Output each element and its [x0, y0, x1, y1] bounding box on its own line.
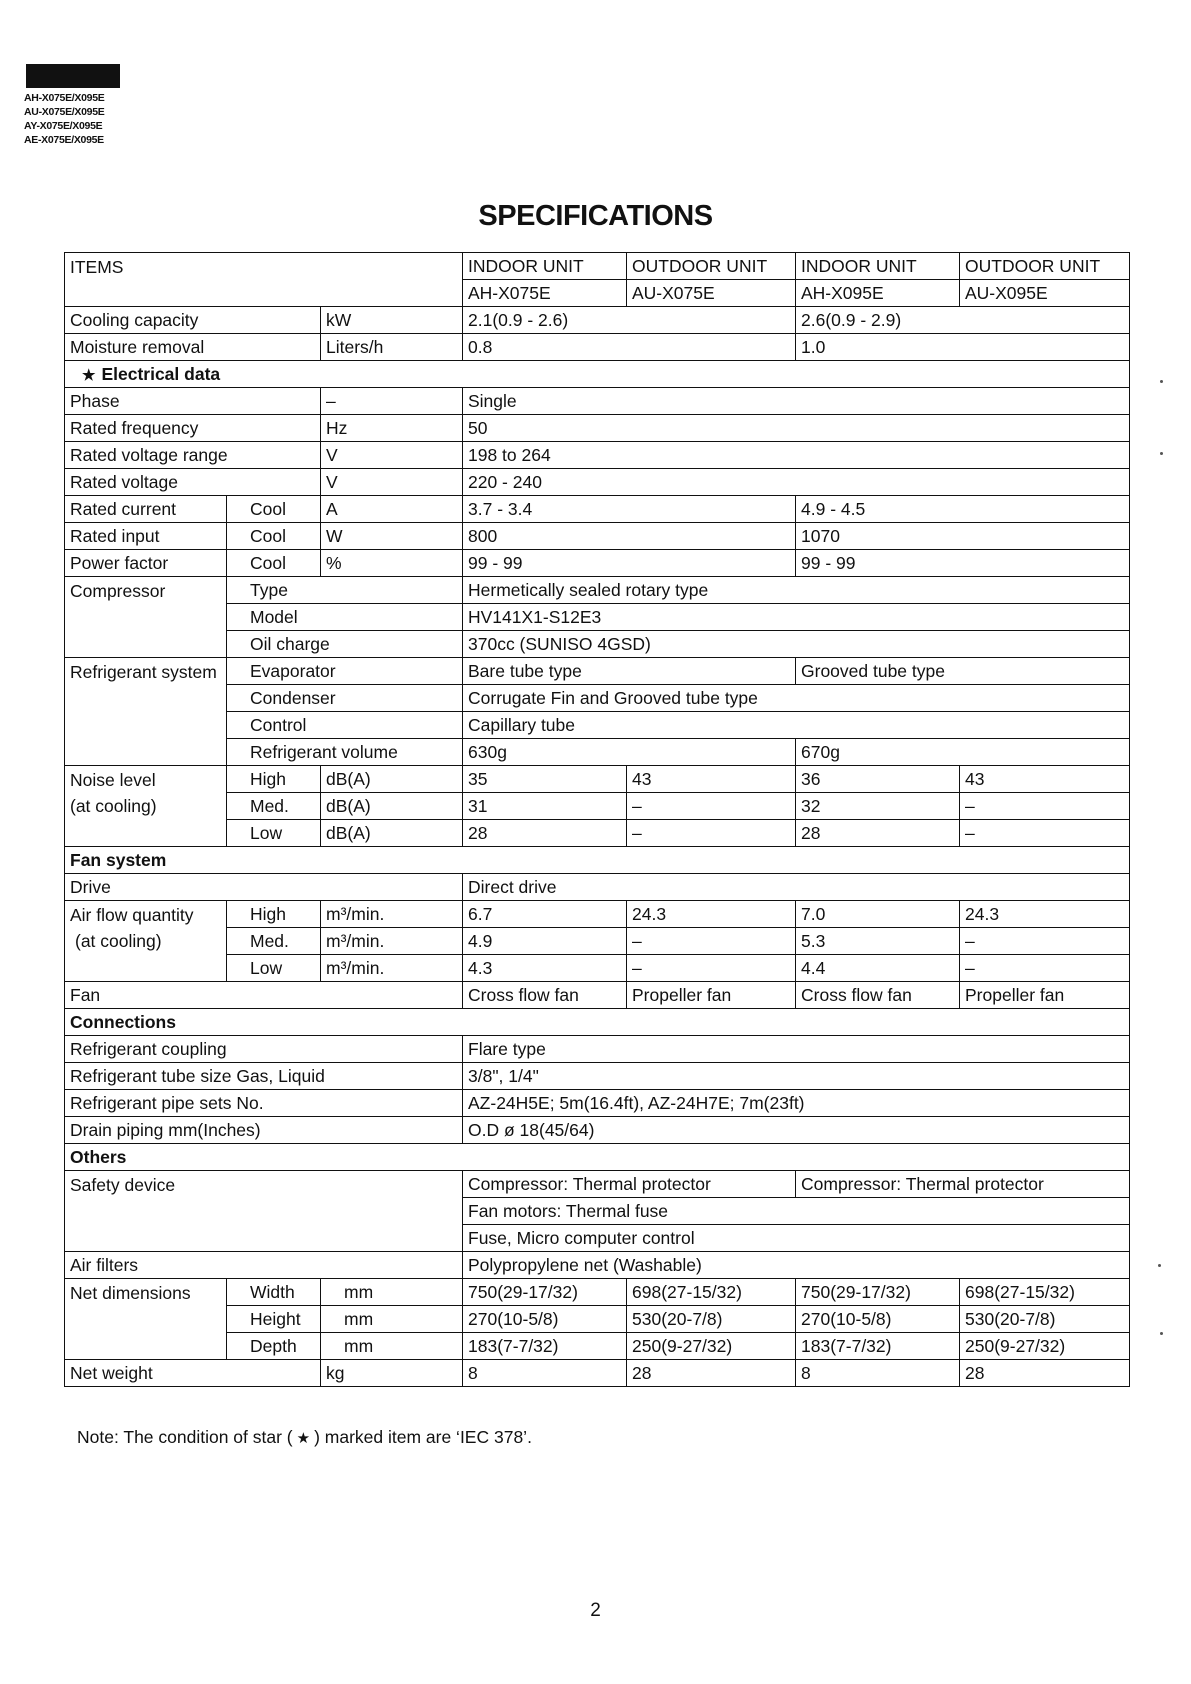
row-level: High [227, 901, 321, 928]
table-row [65, 550, 1130, 577]
cell-value: 24.3 [627, 901, 796, 928]
column-model: AU-X095E [960, 280, 1130, 307]
table-row [65, 1252, 1130, 1279]
cell-value: 32 [796, 793, 960, 820]
row-dim: Width [227, 1279, 321, 1306]
cell-value: 198 to 264 [463, 442, 1130, 469]
row-unit: V [321, 442, 463, 469]
row-unit: A [321, 496, 463, 523]
table-row [65, 1036, 1130, 1063]
column-unit: INDOOR UNIT [463, 253, 627, 280]
cell-value: 530(20-7/8) [627, 1306, 796, 1333]
column-unit: INDOOR UNIT [796, 253, 960, 280]
cell-value: 28 [796, 820, 960, 847]
cell-value: Hermetically sealed rotary type [463, 577, 1130, 604]
cell-value: 99 - 99 [463, 550, 796, 577]
cell-value: 4.3 [463, 955, 627, 982]
row-label: Drain piping mm(Inches) [65, 1117, 463, 1144]
cell-value: HV141X1-S12E3 [463, 604, 1130, 631]
section-row [65, 1144, 1130, 1171]
section-electrical [65, 361, 1130, 388]
note-prefix: Note: The condition of star ( [77, 1427, 293, 1447]
cell-value: 28 [627, 1360, 796, 1387]
cell-value: – [627, 820, 796, 847]
row-label: Refrigerant coupling [65, 1036, 463, 1063]
cell-value: 4.9 [463, 928, 627, 955]
row-label: Net dimensions [65, 1279, 227, 1360]
cell-value: 3/8", 1/4" [463, 1063, 1130, 1090]
row-unit: mm [321, 1279, 463, 1306]
cell-value: 36 [796, 766, 960, 793]
footnote [77, 1427, 532, 1448]
table-row [65, 334, 1130, 361]
cell-value: 28 [960, 1360, 1130, 1387]
cell-value: 1070 [796, 523, 1130, 550]
table-row [65, 901, 1130, 928]
row-sublabel: Model [227, 604, 463, 631]
cell-value: Cross flow fan [463, 982, 627, 1009]
row-unit: W [321, 523, 463, 550]
header-black-bar [26, 64, 120, 88]
cell-value: Fuse, Micro computer control [463, 1225, 1130, 1252]
column-model: AU-X075E [627, 280, 796, 307]
cell-value: 183(7-7/32) [463, 1333, 627, 1360]
model-list [24, 91, 104, 147]
row-unit: Hz [321, 415, 463, 442]
cell-value: 670g [796, 739, 1130, 766]
model-line: AY-X075E/X095E [24, 120, 103, 132]
row-unit: – [321, 388, 463, 415]
row-sublabel: Oil charge [227, 631, 463, 658]
row-label [65, 901, 227, 982]
row-sublabel: Condenser [227, 685, 463, 712]
cell-value: – [960, 955, 1130, 982]
cell-value: Grooved tube type [796, 658, 1130, 685]
cell-value: Direct drive [463, 874, 1130, 901]
row-unit: mm [321, 1306, 463, 1333]
cell-value: 43 [627, 766, 796, 793]
label-line: Noise level [70, 770, 156, 790]
table-row [65, 523, 1130, 550]
row-level: High [227, 766, 321, 793]
table-row [65, 415, 1130, 442]
row-label: Compressor [65, 577, 227, 658]
row-mode: Cool [227, 523, 321, 550]
cell-value: AZ-24H5E; 5m(16.4ft), AZ-24H7E; 7m(23ft) [463, 1090, 1130, 1117]
cell-value: Single [463, 388, 1130, 415]
cell-value: 7.0 [796, 901, 960, 928]
column-model: AH-X075E [463, 280, 627, 307]
row-unit: m³/min. [321, 928, 463, 955]
row-label: Phase [65, 388, 321, 415]
section-title: Electrical data [101, 363, 221, 384]
table-row [65, 982, 1130, 1009]
cell-value: 4.4 [796, 955, 960, 982]
table-row [65, 577, 1130, 604]
row-label: Rated input [65, 523, 227, 550]
row-level: Med. [227, 928, 321, 955]
cell-value: 24.3 [960, 901, 1130, 928]
row-label: Refrigerant pipe sets No. [65, 1090, 463, 1117]
note-suffix: ) marked item are ‘IEC 378’. [314, 1427, 532, 1447]
table-row [65, 1063, 1130, 1090]
section-fan-system: Fan system [65, 847, 1130, 874]
cell-value: 250(9-27/32) [627, 1333, 796, 1360]
section-others: Others [65, 1144, 1130, 1171]
row-unit: kg [321, 1360, 463, 1387]
row-dim: Depth [227, 1333, 321, 1360]
row-mode: Cool [227, 550, 321, 577]
table-row [65, 1090, 1130, 1117]
model-line: AE-X075E/X095E [24, 134, 104, 146]
table-row [65, 496, 1130, 523]
row-label: Cooling capacity [65, 307, 321, 334]
row-label: Rated voltage [65, 469, 321, 496]
cell-value: – [960, 928, 1130, 955]
page-number: 2 [590, 1600, 601, 1621]
row-label: Rated current [65, 496, 227, 523]
row-unit: kW [321, 307, 463, 334]
items-header: ITEMS [65, 253, 463, 307]
model-line: AU-X075E/X095E [24, 106, 105, 118]
row-level: Med. [227, 793, 321, 820]
cell-value: 183(7-7/32) [796, 1333, 960, 1360]
row-label: Rated frequency [65, 415, 321, 442]
table-row [65, 1360, 1130, 1387]
cell-value: Propeller fan [960, 982, 1130, 1009]
table-row [65, 1171, 1130, 1198]
model-line: AH-X075E/X095E [24, 92, 105, 104]
row-unit: m³/min. [321, 955, 463, 982]
table-row [65, 874, 1130, 901]
table-row [65, 1279, 1130, 1306]
table-row [65, 307, 1130, 334]
label-line: Air flow quantity [70, 905, 194, 925]
row-unit: m³/min. [321, 901, 463, 928]
row-unit: dB(A) [321, 793, 463, 820]
cell-value: Compressor: Thermal protector [796, 1171, 1130, 1198]
cell-value: Capillary tube [463, 712, 1130, 739]
row-sublabel: Refrigerant volume [227, 739, 463, 766]
cell-value: 250(9-27/32) [960, 1333, 1130, 1360]
row-label: Fan [65, 982, 463, 1009]
row-sublabel: Type [227, 577, 463, 604]
section-row [65, 847, 1130, 874]
cell-value: Propeller fan [627, 982, 796, 1009]
table-row [65, 253, 1130, 280]
column-model: AH-X095E [796, 280, 960, 307]
cell-value: 4.9 - 4.5 [796, 496, 1130, 523]
table-row [65, 658, 1130, 685]
table-row [65, 442, 1130, 469]
row-label: Drive [65, 874, 463, 901]
row-label: Refrigerant tube size Gas, Liquid [65, 1063, 463, 1090]
cell-value: 698(27-15/32) [960, 1279, 1130, 1306]
row-unit: dB(A) [321, 766, 463, 793]
cell-value: 530(20-7/8) [960, 1306, 1130, 1333]
row-level: Low [227, 955, 321, 982]
row-unit: dB(A) [321, 820, 463, 847]
cell-value: Cross flow fan [796, 982, 960, 1009]
cell-value: 2.1(0.9 - 2.6) [463, 307, 796, 334]
cell-value: 28 [463, 820, 627, 847]
row-sublabel: Control [227, 712, 463, 739]
column-unit: OUTDOOR UNIT [960, 253, 1130, 280]
scan-speck [1160, 1332, 1163, 1335]
section-row [65, 1009, 1130, 1036]
cell-value: O.D ø 18(45/64) [463, 1117, 1130, 1144]
row-label: Moisture removal [65, 334, 321, 361]
cell-value: 0.8 [463, 334, 796, 361]
scan-speck [1160, 452, 1163, 455]
scan-speck [1160, 380, 1163, 383]
row-label: Net weight [65, 1360, 321, 1387]
cell-value: Corrugate Fin and Grooved tube type [463, 685, 1130, 712]
row-unit: V [321, 469, 463, 496]
cell-value: 8 [796, 1360, 960, 1387]
star-icon: ★ [82, 366, 96, 384]
cell-value: – [627, 928, 796, 955]
cell-value: 5.3 [796, 928, 960, 955]
cell-value: 8 [463, 1360, 627, 1387]
cell-value: Fan motors: Thermal fuse [463, 1198, 1130, 1225]
cell-value: 270(10-5/8) [796, 1306, 960, 1333]
row-dim: Height [227, 1306, 321, 1333]
cell-value: Compressor: Thermal protector [463, 1171, 796, 1198]
cell-value: – [960, 793, 1130, 820]
cell-value: 99 - 99 [796, 550, 1130, 577]
row-label: Power factor [65, 550, 227, 577]
cell-value: 750(29-17/32) [463, 1279, 627, 1306]
cell-value: 2.6(0.9 - 2.9) [796, 307, 1130, 334]
cell-value: 43 [960, 766, 1130, 793]
cell-value: Polypropylene net (Washable) [463, 1252, 1130, 1279]
row-unit: mm [321, 1333, 463, 1360]
table-row [65, 766, 1130, 793]
row-sublabel: Evaporator [227, 658, 463, 685]
cell-value: 6.7 [463, 901, 627, 928]
cell-value: Bare tube type [463, 658, 796, 685]
row-label: Air filters [65, 1252, 463, 1279]
label-line: (at cooling) [75, 931, 162, 951]
scan-speck [1158, 1264, 1161, 1267]
cell-value: 750(29-17/32) [796, 1279, 960, 1306]
table-row [65, 469, 1130, 496]
cell-value: 35 [463, 766, 627, 793]
cell-value: 220 - 240 [463, 469, 1130, 496]
column-unit: OUTDOOR UNIT [627, 253, 796, 280]
cell-value: 698(27-15/32) [627, 1279, 796, 1306]
row-label: Safety device [65, 1171, 463, 1252]
cell-value: – [627, 793, 796, 820]
cell-value: 630g [463, 739, 796, 766]
cell-value: – [627, 955, 796, 982]
row-label: Refrigerant system [65, 658, 227, 766]
cell-value: 1.0 [796, 334, 1130, 361]
row-label: Rated voltage range [65, 442, 321, 469]
row-unit: % [321, 550, 463, 577]
page-title: SPECIFICATIONS [478, 200, 713, 232]
cell-value: – [960, 820, 1130, 847]
cell-value: 50 [463, 415, 1130, 442]
spec-table [64, 252, 1130, 1387]
cell-value: 800 [463, 523, 796, 550]
cell-value: Flare type [463, 1036, 1130, 1063]
section-row [65, 361, 1130, 388]
row-label [65, 766, 227, 847]
cell-value: 31 [463, 793, 627, 820]
row-unit: Liters/h [321, 334, 463, 361]
cell-value: 270(10-5/8) [463, 1306, 627, 1333]
cell-value: 370cc (SUNISO 4GSD) [463, 631, 1130, 658]
section-connections: Connections [65, 1009, 1130, 1036]
row-mode: Cool [227, 496, 321, 523]
row-level: Low [227, 820, 321, 847]
label-line: (at cooling) [70, 796, 157, 816]
cell-value: 3.7 - 3.4 [463, 496, 796, 523]
star-icon: ★ [296, 1430, 311, 1447]
table-row [65, 1117, 1130, 1144]
table-row [65, 388, 1130, 415]
